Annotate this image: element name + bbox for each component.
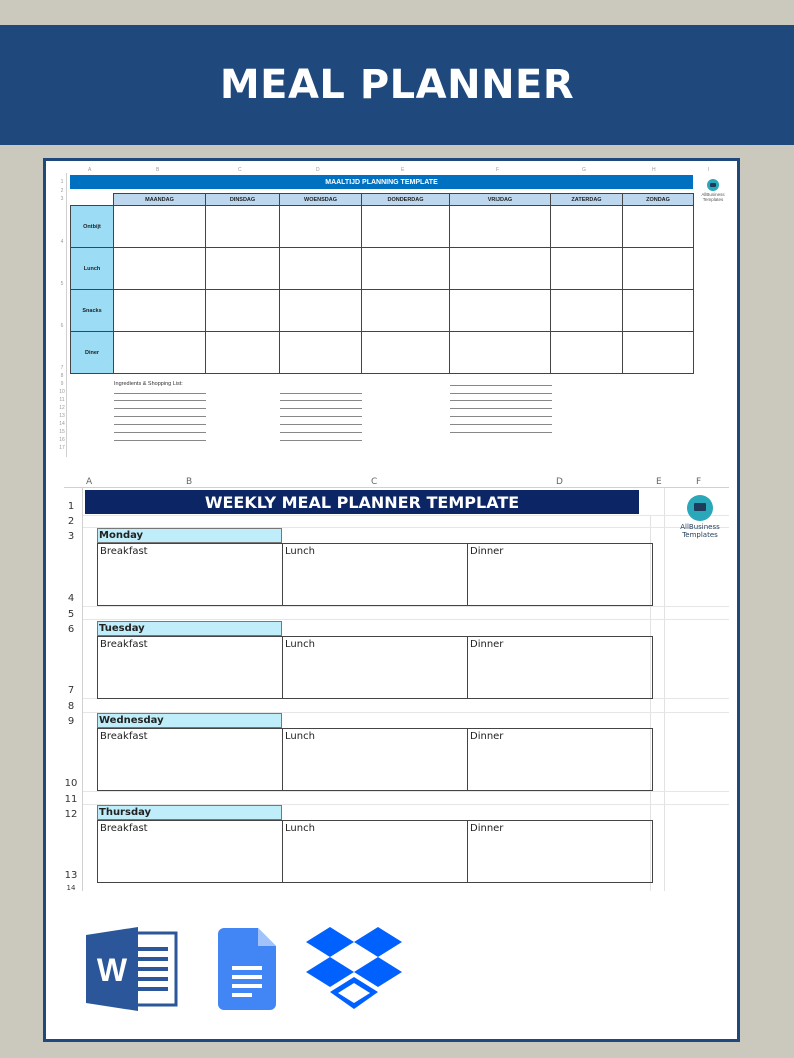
row-number: 6 [67, 624, 75, 635]
column-header: B [186, 477, 193, 487]
shopping-list-line[interactable] [450, 416, 552, 417]
row-number: 3 [67, 531, 75, 542]
column-header: D [556, 477, 563, 487]
dropbox-icon[interactable] [306, 925, 402, 1013]
column-header: B [156, 167, 160, 173]
column-header: H [652, 167, 656, 173]
shopping-list-line[interactable] [114, 416, 206, 417]
column-header: C [238, 167, 242, 173]
allbusiness-logo-small [698, 179, 728, 203]
day-header: ZATERDAG [551, 194, 623, 206]
shopping-list-line[interactable] [280, 432, 362, 433]
table-row [71, 206, 694, 248]
shopping-list-line[interactable] [114, 408, 206, 409]
row-number: 2 [67, 516, 75, 527]
meal-cell[interactable] [623, 206, 694, 248]
row-number: 15 [59, 429, 65, 435]
row-number: 16 [59, 437, 65, 443]
shopping-list-line[interactable] [280, 440, 362, 441]
meal-cell[interactable] [450, 332, 551, 374]
shopping-list-line[interactable] [114, 440, 206, 441]
app-icons [84, 925, 414, 1015]
shopping-list-line[interactable] [450, 393, 552, 394]
row-number: 4 [67, 593, 75, 604]
meal-cell[interactable] [551, 290, 623, 332]
row-number: 6 [60, 323, 64, 329]
day-header: ZONDAG [623, 194, 694, 206]
dinner-cell[interactable]: Dinner [470, 639, 504, 650]
meal-cell[interactable] [362, 206, 450, 248]
column-header: F [696, 477, 702, 487]
column-header: F [496, 167, 500, 173]
row-number: 7 [60, 365, 64, 371]
shopping-list-label: Ingredients & Shopping List: [114, 381, 183, 387]
meal-cell[interactable] [206, 290, 280, 332]
meal-cell[interactable] [450, 206, 551, 248]
row-number: 5 [60, 281, 64, 287]
day-label-thursday: Thursday [97, 805, 282, 820]
row-number: 10 [64, 778, 78, 789]
dinner-cell[interactable]: Dinner [470, 823, 504, 834]
shopping-list-line[interactable] [280, 393, 362, 394]
corner-cell [71, 194, 114, 206]
row-number: 12 [64, 809, 78, 820]
day-header: WOENSDAG [280, 194, 362, 206]
meal-cell[interactable] [280, 290, 362, 332]
meal-box-thursday [97, 820, 653, 883]
laptop-icon [707, 179, 719, 191]
meal-label: Lunch [71, 248, 114, 290]
column-header: A [86, 477, 93, 487]
laptop-icon [687, 495, 713, 521]
dutch-sheet-title: MAALTIJD PLANNING TEMPLATE [70, 175, 693, 189]
row-number: 3 [60, 196, 64, 202]
shopping-list-line[interactable] [450, 432, 552, 433]
day-header: DONDERDAG [362, 194, 450, 206]
meal-cell[interactable] [114, 332, 206, 374]
grid-line [83, 606, 729, 607]
shopping-list-line[interactable] [114, 432, 206, 433]
logo-text-line1: AllBusiness [680, 523, 720, 531]
column-header: C [371, 477, 378, 487]
row-number: 14 [66, 884, 76, 891]
table-row [71, 290, 694, 332]
breakfast-cell[interactable]: Breakfast [98, 821, 283, 882]
meal-cell[interactable] [206, 332, 280, 374]
row-number: 17 [59, 445, 65, 451]
svg-text:W: W [96, 952, 128, 988]
grid-line [83, 515, 729, 516]
row-number: 13 [64, 870, 78, 881]
logo-text-line2: Templates [682, 530, 718, 539]
row-number: 5 [67, 609, 75, 620]
meal-cell[interactable] [623, 248, 694, 290]
column-header: G [582, 167, 586, 173]
table-row [71, 248, 694, 290]
column-header: E [401, 167, 405, 173]
day-header: VRIJDAG [450, 194, 551, 206]
meal-box-tuesday [97, 636, 653, 699]
row-number: 11 [64, 794, 78, 805]
row-number: 9 [67, 716, 75, 727]
row-number: 2 [60, 188, 64, 194]
meal-cell[interactable] [551, 332, 623, 374]
meal-cell[interactable] [362, 248, 450, 290]
dutch-meal-grid [70, 193, 694, 374]
meal-cell[interactable] [114, 206, 206, 248]
lunch-cell[interactable]: Lunch [283, 544, 468, 605]
column-header: D [316, 167, 320, 173]
meal-cell[interactable] [362, 290, 450, 332]
day-label-wednesday: Wednesday [97, 713, 282, 728]
page-title: MEAL PLANNER [219, 62, 575, 108]
table-row [71, 332, 694, 374]
meal-cell[interactable] [280, 332, 362, 374]
allbusiness-logo [674, 495, 726, 539]
row-number: 8 [67, 701, 75, 712]
shopping-list-line[interactable] [280, 416, 362, 417]
meal-cell[interactable] [114, 290, 206, 332]
word-icon[interactable] [84, 925, 178, 1013]
meal-cell[interactable] [280, 248, 362, 290]
meal-cell[interactable] [450, 290, 551, 332]
meal-cell[interactable] [362, 332, 450, 374]
row-number: 13 [59, 413, 65, 419]
row-number: 10 [59, 389, 65, 395]
day-header: DINSDAG [206, 194, 280, 206]
grid-line [664, 488, 665, 891]
row-number: 1 [67, 501, 75, 512]
lunch-cell[interactable]: Lunch [283, 637, 468, 698]
row-number: 1 [60, 179, 64, 185]
row-number: 4 [60, 239, 64, 245]
meal-cell[interactable] [551, 206, 623, 248]
meal-cell[interactable] [114, 248, 206, 290]
row-gutter [66, 173, 67, 457]
day-label-tuesday: Tuesday [97, 621, 282, 636]
meal-cell[interactable] [623, 332, 694, 374]
row-number: 9 [60, 381, 64, 387]
row-number: 8 [60, 373, 64, 379]
shopping-list-line[interactable] [280, 408, 362, 409]
preview-card [43, 158, 740, 1042]
meal-cell[interactable] [623, 290, 694, 332]
meal-cell[interactable] [206, 248, 280, 290]
shopping-list-line[interactable] [114, 393, 206, 394]
column-header-bar [64, 479, 729, 488]
row-gutter [82, 488, 83, 891]
day-header: MAANDAG [114, 194, 206, 206]
shopping-list-line[interactable] [450, 408, 552, 409]
breakfast-cell[interactable]: Breakfast [98, 729, 283, 790]
shopping-list-line[interactable] [280, 400, 362, 401]
grid-line [83, 619, 729, 620]
meal-cell[interactable] [206, 206, 280, 248]
meal-label: Ontbijt [71, 206, 114, 248]
shopping-list-line[interactable] [114, 400, 206, 401]
dinner-cell[interactable]: Dinner [470, 731, 504, 742]
meal-label: Snacks [71, 290, 114, 332]
grid-line [83, 791, 729, 792]
logo-text: AllBusiness Templates [701, 192, 725, 202]
page-header [0, 25, 794, 145]
row-number: 7 [67, 685, 75, 696]
dutch-planning-sheet [58, 167, 725, 457]
day-label-monday: Monday [97, 528, 282, 543]
shopping-list-line[interactable] [450, 385, 552, 386]
breakfast-cell[interactable]: Breakfast [98, 544, 283, 605]
row-number: 12 [59, 405, 65, 411]
breakfast-cell[interactable]: Breakfast [98, 637, 283, 698]
column-header: E [656, 477, 662, 487]
meal-cell[interactable] [450, 248, 551, 290]
shopping-list-line[interactable] [114, 424, 206, 425]
shopping-list-line[interactable] [280, 424, 362, 425]
column-header: I [708, 167, 710, 173]
meal-box-wednesday [97, 728, 653, 791]
row-number: 11 [59, 397, 65, 403]
meal-cell[interactable] [280, 206, 362, 248]
row-number: 14 [59, 421, 65, 427]
weekly-planner-title: WEEKLY MEAL PLANNER TEMPLATE [85, 490, 639, 514]
google-docs-icon[interactable] [218, 928, 278, 1010]
meal-label: Diner [71, 332, 114, 374]
dinner-cell[interactable]: Dinner [470, 546, 504, 557]
weekly-planner-sheet [64, 479, 729, 891]
meal-box-monday [97, 543, 653, 606]
shopping-list-line[interactable] [450, 400, 552, 401]
lunch-cell[interactable]: Lunch [283, 729, 468, 790]
shopping-list-line[interactable] [450, 424, 552, 425]
meal-cell[interactable] [551, 248, 623, 290]
column-header: A [88, 167, 92, 173]
lunch-cell[interactable]: Lunch [283, 821, 468, 882]
